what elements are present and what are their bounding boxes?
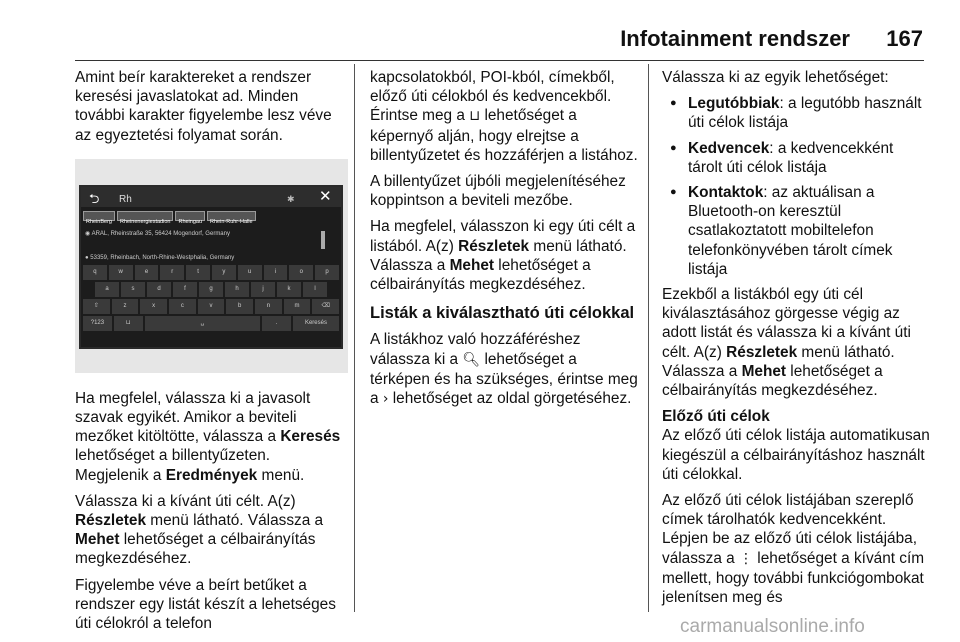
paragraph: Ha megfelel, válasszon ki egy úti célt a listából. A(z) Részletek menü látható. Válassza a Mehet lehetőséget a célbairányítás megkezdéséhez.	[370, 218, 636, 294]
key[interactable]: s	[121, 282, 145, 297]
poi-icon: ◉	[85, 230, 92, 237]
input-bar	[81, 187, 341, 207]
watermark: carmanualsonline.info	[680, 616, 865, 637]
numbers-key[interactable]: ?123	[83, 316, 112, 331]
page-number: 167	[886, 26, 923, 51]
column-divider	[648, 64, 649, 612]
key[interactable]: m	[284, 299, 311, 314]
paragraph: Figyelembe véve a beírt betűket a rendszer egy listát készít a lehetséges úti célokról a telefon	[75, 576, 336, 633]
back-icon[interactable]: ⮌	[89, 190, 100, 206]
chip[interactable]: Rheingau	[175, 211, 205, 221]
key[interactable]: h	[225, 282, 249, 297]
chip[interactable]: RheinBerg	[83, 211, 115, 221]
key[interactable]: e	[135, 265, 159, 280]
keyboard-hide-key[interactable]: ⊔	[114, 316, 143, 331]
shift-key[interactable]: ⇧	[83, 299, 110, 314]
paragraph: Az előző úti célok listájában szereplő címek tárolhatók kedvencekként. Lépjen be az előző úti célok listájába, válassza a ⋮ lehetőséget a kívánt cím mellett, hogy további funkciógombokat jelenítsen meg és	[662, 492, 925, 607]
key[interactable]: p	[315, 265, 339, 280]
list-item: ● Legutóbbiak: a legutóbb használt úti célok listája	[662, 94, 930, 132]
column-divider	[354, 64, 355, 612]
keyboard-hide-icon: ⊔	[469, 108, 481, 125]
paragraph: Az előző úti célok listája automatikusan kiegészül a célbairányításhoz használt úti célokkal.	[662, 427, 930, 483]
chevron-right-icon: ›	[382, 391, 389, 408]
close-icon[interactable]: ✕	[319, 187, 332, 205]
key[interactable]: y	[212, 265, 236, 280]
key[interactable]: k	[277, 282, 301, 297]
keyboard	[83, 265, 339, 333]
paragraph: A billentyűzet újbóli megjelenítéséhez koppintson a beviteli mezőbe.	[370, 173, 626, 210]
list-item: ● Kontaktok: az aktuálisan a Bluetooth-on keresztül csatlakoztatott mobiltelefon telefonkönyvében tárolt címek listája	[662, 183, 930, 279]
keyboard-row	[83, 316, 339, 331]
paragraph: Ha megfelel, válassza ki a javasolt szavak egyikét. Amikor a beviteli mezőket kitöltötte, válassza a Keresés lehetőséget a billentyűzeten. Megjelenik a Eredmények menü.	[75, 389, 341, 484]
key[interactable]: l	[303, 282, 327, 297]
key[interactable]: w	[109, 265, 133, 280]
key[interactable]: j	[251, 282, 275, 297]
page-header	[0, 20, 960, 60]
suggestion-chips	[83, 211, 256, 225]
sub-heading: Előző úti célok	[662, 408, 770, 426]
chip[interactable]: Rheinenergiestadion	[117, 211, 173, 221]
key[interactable]: v	[198, 299, 225, 314]
keyboard-row	[83, 299, 339, 314]
keyboard-row	[83, 265, 339, 280]
key[interactable]: u	[238, 265, 262, 280]
paragraph: kapcsolatokból, POI-kból, címekből, előző úti célokból és kedvencekből. Érintse meg a ⊔ lehetőséget a képernyő alján, hogy elrejtse a billentyűzetet és hozzáférjen a listához.	[370, 69, 638, 164]
paragraph: A listákhoz való hozzáféréshez válassza ki a 🔍︎ lehetőséget a térképen és ha szükséges, érintse meg a › lehetőséget az oldal görgetéséhez.	[370, 330, 638, 409]
suggestion-item[interactable]: ◉ ARAL, Rheinstraße 35, 56424 Mogendorf, Germany	[85, 230, 230, 237]
search-entry[interactable]: Rh	[119, 193, 132, 205]
key[interactable]: z	[112, 299, 139, 314]
more-vertical-icon: ⋮	[739, 550, 753, 567]
key[interactable]: f	[173, 282, 197, 297]
column-2	[370, 68, 638, 416]
asterisk-icon[interactable]: ✱	[287, 193, 295, 204]
key[interactable]: o	[289, 265, 313, 280]
key[interactable]: t	[186, 265, 210, 280]
key[interactable]: d	[147, 282, 171, 297]
option-list	[662, 94, 930, 279]
search-icon: 🔍︎	[462, 351, 481, 368]
search-key[interactable]: Keresés	[293, 316, 339, 331]
infotainment-screen-figure	[75, 159, 348, 373]
suggestion-item[interactable]: ● 53359, Rheinbach, North-Rhine-Westphalia, Germany	[85, 254, 235, 261]
screen	[79, 185, 343, 349]
key[interactable]: r	[160, 265, 184, 280]
paragraph: Amint beír karaktereket a rendszer keresési javaslatokat ad. Minden további karakter figyelembe lesz véve az egyeztetési folyamat során.	[75, 69, 332, 144]
page-title: Infotainment rendszer	[620, 26, 850, 51]
column-3	[662, 68, 930, 614]
key[interactable]: c	[169, 299, 196, 314]
paragraph: Válassza ki a kívánt úti célt. A(z) Részletek menü látható. Válassza a Mehet lehetőséget a célbairányítás megkezdéséhez.	[75, 492, 324, 568]
pin-icon: ●	[85, 254, 91, 261]
keyboard-row	[83, 282, 339, 297]
key[interactable]: i	[264, 265, 288, 280]
key[interactable]: b	[226, 299, 253, 314]
backspace-key[interactable]: ⌫	[312, 299, 339, 314]
key[interactable]: x	[140, 299, 167, 314]
key[interactable]: q	[83, 265, 107, 280]
key[interactable]: n	[255, 299, 282, 314]
list-item: ● Kedvencek: a kedvencekként tárolt úti célok listája	[662, 139, 930, 177]
column-1	[75, 68, 347, 640]
paragraph: Válassza ki az egyik lehetőséget:	[662, 69, 889, 86]
section-heading: Listák a kiválasztható úti célokkal	[370, 304, 635, 323]
space-key[interactable]: ␣	[145, 316, 260, 331]
key[interactable]: a	[95, 282, 119, 297]
scrollbar[interactable]	[321, 231, 325, 249]
paragraph: Ezekből a listákból egy úti cél kiválasztásához görgesse végig az adott listát és válassza ki a kívánt úti célt. A(z) Részletek menü látható. Válassza a Mehet lehetőséget a célbairányítás megkezdéséhez.	[662, 286, 911, 400]
chip[interactable]: Rhein-Ruhr-Halle	[207, 211, 256, 221]
key[interactable]: g	[199, 282, 223, 297]
header-divider	[75, 60, 924, 61]
key[interactable]: .	[262, 316, 291, 331]
